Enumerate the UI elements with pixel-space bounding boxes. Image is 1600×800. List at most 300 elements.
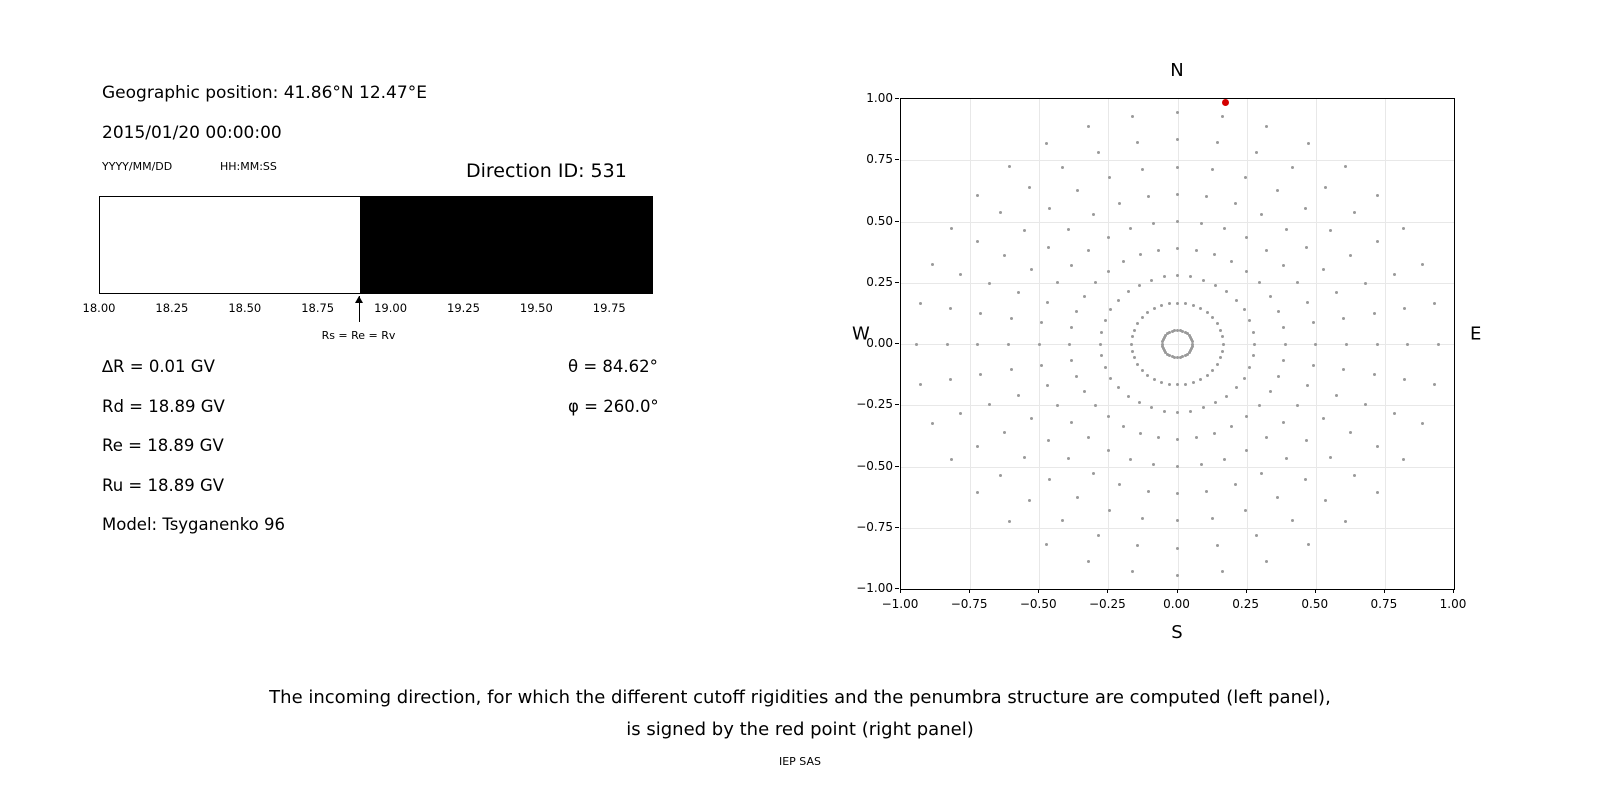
direction-point [976,491,979,494]
direction-point [1141,369,1144,372]
direction-point [919,383,922,386]
direction-point [1376,194,1379,197]
direction-point [1200,222,1203,225]
direction-point [1176,411,1179,414]
direction-point [1118,202,1121,205]
direction-point [1122,425,1125,428]
direction-point [1094,404,1097,407]
direction-point [1176,438,1179,441]
sky-x-tick-mark [1177,589,1178,593]
direction-point [1131,335,1134,338]
direction-point [1305,439,1308,442]
direction-point [1141,517,1144,520]
direction-point [1023,456,1026,459]
axis-label-west: W [852,323,870,345]
direction-point [1017,394,1020,397]
direction-point [1192,304,1195,307]
direction-point [1335,394,1338,397]
direction-point [1403,307,1406,310]
direction-point [1061,166,1064,169]
direction-point [1235,299,1238,302]
direction-point [1070,326,1073,329]
sky-x-tick-label: 0.25 [1232,597,1259,611]
direction-point [1202,279,1205,282]
direction-point [1138,284,1141,287]
direction-point [1243,377,1246,380]
sky-x-tick-mark [969,589,970,593]
direction-point [1306,301,1309,304]
direction-point [931,263,934,266]
direction-point [1245,236,1248,239]
direction-point [1008,165,1011,168]
sky-y-tick-mark [895,588,899,589]
direction-point [1291,519,1294,522]
sky-x-tick-label: −0.50 [1019,597,1057,611]
direction-point [1235,386,1238,389]
direction-point [1195,436,1198,439]
direction-point [1047,439,1050,442]
footer-label: IEP SAS [778,755,822,768]
direction-point [1216,544,1219,547]
penumbra-x-tick-label: 18.75 [301,301,335,315]
direction-point [1136,141,1139,144]
direction-point [1010,368,1013,371]
direction-point [1176,465,1179,468]
direction-point [1189,275,1192,278]
direction-point [1342,368,1345,371]
direction-point [1277,310,1280,313]
penumbra-chart [99,196,655,296]
direction-point [1225,395,1228,398]
sky-x-tick-mark [1315,589,1316,593]
direction-point [1255,151,1258,154]
direction-point [1282,421,1285,424]
direction-point [1403,378,1406,381]
direction-point [1067,457,1070,460]
sky-map-plot [900,98,1455,590]
sky-y-tick-label: 0.00 [866,336,893,350]
direction-point [1329,456,1332,459]
direction-point [1181,355,1184,358]
direction-point [1342,317,1345,320]
direction-point [1109,308,1112,311]
direction-point [1176,519,1179,522]
direction-point [1146,311,1149,314]
geographic-position-label: Geographic position: 41.86°N 12.47°E [102,83,427,103]
direction-point [959,273,962,276]
direction-point [1104,366,1107,369]
direction-point [1133,329,1136,332]
direction-point [1252,331,1255,334]
sky-y-tick-label: 0.75 [866,152,893,167]
direction-point [1433,302,1436,305]
direction-point [1345,343,1348,346]
direction-point [1376,343,1379,346]
direction-point [1230,260,1233,263]
direction-point [1136,322,1139,325]
direction-point [949,307,952,310]
direction-point [1141,316,1144,319]
direction-point [1176,193,1179,196]
direction-point [1176,247,1179,250]
direction-point [946,343,949,346]
cutoff-values-right [568,352,659,431]
direction-point [1307,142,1310,145]
value-ru: Ru = 18.89 GV [102,475,225,495]
direction-point [1214,284,1217,287]
direction-point [1061,519,1064,522]
direction-point [1163,410,1166,413]
sky-y-tick-mark [895,466,899,467]
direction-point [1199,307,1202,310]
direction-point [1045,543,1048,546]
direction-point [1306,384,1309,387]
direction-point [1282,326,1285,329]
direction-point [976,240,979,243]
direction-point [1353,474,1356,477]
direction-point [1184,302,1187,305]
direction-point [1312,364,1315,367]
sky-x-tick-mark [1038,589,1039,593]
direction-point [1176,220,1179,223]
direction-point [1230,425,1233,428]
direction-point [1075,375,1078,378]
direction-point [1129,227,1132,230]
direction-point [1234,483,1237,486]
direction-point [1221,350,1224,353]
direction-point [1216,322,1219,325]
direction-point [1213,432,1216,435]
caption-line-2: is signed by the red point (right panel) [626,719,974,740]
direction-point [1040,321,1043,324]
direction-point [988,282,991,285]
right-panel [830,60,1530,660]
direction-point [1402,227,1405,230]
direction-point [1406,343,1409,346]
grid-line-horizontal [901,283,1454,284]
direction-point [1092,213,1095,216]
direction-point [1211,369,1214,372]
direction-point [1296,281,1299,284]
direction-point [1225,290,1228,293]
axis-label-north: N [1170,60,1184,81]
direction-point [1216,363,1219,366]
direction-point [1067,228,1070,231]
direction-point [1070,264,1073,267]
direction-point [1195,249,1198,252]
direction-point [1087,436,1090,439]
penumbra-band [360,197,654,293]
direction-point [1258,281,1261,284]
sky-y-tick-mark [895,343,899,344]
direction-point [1107,270,1110,273]
direction-point [1364,282,1367,285]
direction-point [1087,249,1090,252]
direction-point [1070,421,1073,424]
direction-point [1153,307,1156,310]
direction-point [999,474,1002,477]
direction-point [979,312,982,315]
direction-point [1248,366,1251,369]
axis-label-south: S [1171,622,1183,643]
direction-point [999,211,1002,214]
direction-point [1139,253,1142,256]
direction-point [1136,363,1139,366]
direction-point [1433,383,1436,386]
direction-point [1243,308,1246,311]
direction-point [1221,115,1224,118]
value-theta: θ = 84.62° [568,357,658,376]
direction-point [1376,240,1379,243]
direction-point [1179,356,1182,359]
direction-point [1373,373,1376,376]
direction-point [1176,274,1179,277]
direction-point [1023,229,1026,232]
direction-point [1010,317,1013,320]
direction-point [1260,213,1263,216]
direction-point [1314,343,1317,346]
sky-y-tick-label: −0.75 [856,519,893,534]
direction-point [1131,350,1134,353]
direction-point [1129,458,1132,461]
grid-line-horizontal [901,405,1454,406]
direction-point [1003,254,1006,257]
sky-x-tick-label: 0.00 [1163,597,1190,611]
direction-point [1083,390,1086,393]
grid-line-horizontal [901,344,1454,345]
direction-point [1276,496,1279,499]
direction-point [1045,142,1048,145]
direction-point [1219,356,1222,359]
direction-point [1206,374,1209,377]
direction-point [976,445,979,448]
direction-point [1118,483,1121,486]
direction-point [1160,304,1163,307]
cutoff-values-left [102,352,285,550]
direction-point [1393,273,1396,276]
direction-point [1147,195,1150,198]
sky-y-tick-label: 0.50 [866,213,893,228]
left-panel [0,0,760,620]
direction-point [1008,520,1011,523]
direction-point [1282,359,1285,362]
direction-point [1282,264,1285,267]
direction-point [1157,436,1160,439]
direction-point [1076,189,1079,192]
sky-y-tick-mark [895,404,899,405]
sky-y-tick-mark [895,527,899,528]
direction-point [1284,343,1287,346]
sky-y-tick-mark [895,159,899,160]
value-rd: Rd = 18.89 GV [102,396,225,416]
sky-x-tick-mark [1246,589,1247,593]
direction-point [1189,410,1192,413]
sky-x-tick-mark [1453,589,1454,593]
value-re: Re = 18.89 GV [102,436,224,455]
direction-point [1040,364,1043,367]
direction-point [1285,228,1288,231]
direction-point [950,458,953,461]
direction-point [1192,381,1195,384]
direction-point [1312,321,1315,324]
sky-x-tick-mark [900,589,901,593]
direction-point [1076,496,1079,499]
direction-point [1223,227,1226,230]
selected-direction-point[interactable] [1222,99,1229,106]
direction-point [1150,279,1153,282]
sky-y-tick-label: 1.00 [866,91,893,105]
direction-point [1168,302,1171,305]
direction-point [1234,202,1237,205]
sky-y-tick-label: −0.25 [856,397,893,412]
direction-point [976,343,979,346]
direction-point [1184,383,1187,386]
direction-point [1376,445,1379,448]
penumbra-marker-arrow-icon [355,296,363,303]
direction-point [1176,574,1179,577]
direction-point [1007,343,1010,346]
direction-point [1048,207,1051,210]
direction-point [1214,401,1217,404]
direction-point [1176,166,1179,169]
sky-x-tick-label: −0.25 [1088,597,1126,611]
direction-point [1322,417,1325,420]
direction-point [1216,141,1219,144]
direction-point [1245,449,1248,452]
direction-point [1056,404,1059,407]
sky-y-tick-mark [895,282,899,283]
axis-label-east: E [1470,323,1482,345]
direction-point [959,412,962,415]
direction-point [1127,290,1130,293]
direction-point [979,373,982,376]
direction-point [1307,543,1310,546]
penumbra-x-tick-label: 18.25 [155,301,189,315]
direction-point [1046,301,1049,304]
datetime-label: 2015/01/20 00:00:00 [102,123,282,143]
direction-point [1094,281,1097,284]
direction-point [1335,291,1338,294]
direction-point [1028,499,1031,502]
direction-point [1108,176,1111,179]
direction-point [1153,378,1156,381]
direction-point [1277,375,1280,378]
direction-point [1344,165,1347,168]
direction-point [1305,246,1308,249]
sky-x-tick-label: 0.75 [1370,597,1398,611]
direction-point [1107,236,1110,239]
direction-point [1222,343,1225,346]
direction-point [1109,377,1112,380]
direction-point [1176,111,1179,114]
direction-point [1349,254,1352,257]
direction-point [949,378,952,381]
direction-point [1304,207,1307,210]
direction-point [1070,359,1073,362]
direction-point [1248,319,1251,322]
direction-point [1127,395,1130,398]
direction-point [1108,509,1111,512]
direction-point [1202,406,1205,409]
direction-point [1139,432,1142,435]
direction-point [1099,343,1102,346]
direction-point [1107,449,1110,452]
direction-point [1376,491,1379,494]
direction-point [1176,547,1179,550]
direction-point [1176,302,1179,305]
direction-point [1176,383,1179,386]
direction-point [976,194,979,197]
direction-point [931,422,934,425]
direction-point [1150,406,1153,409]
direction-point [1219,329,1222,332]
direction-point [1269,390,1272,393]
direction-point [1028,186,1031,189]
direction-point [1097,534,1100,537]
date-format-hint: YYYY/MM/DD [102,160,173,173]
direction-point [1163,275,1166,278]
direction-point [1265,436,1268,439]
penumbra-x-tick-label: 18.00 [82,301,116,315]
direction-point [950,227,953,230]
sky-x-tick-label: −0.75 [950,597,988,611]
direction-point [1030,417,1033,420]
direction-point [1221,570,1224,573]
direction-point [1402,458,1405,461]
direction-point [1253,343,1256,346]
direction-point [1092,472,1095,475]
direction-point [1304,478,1307,481]
direction-point [1146,374,1149,377]
direction-point [1046,384,1049,387]
direction-point [1265,249,1268,252]
direction-point [1131,115,1134,118]
direction-point [1122,260,1125,263]
direction-point [1168,383,1171,386]
direction-point [1265,560,1268,563]
sky-x-tick-mark [1384,589,1385,593]
grid-line-horizontal [901,528,1454,529]
sky-y-tick-label: −1.00 [856,581,893,595]
direction-point [1147,490,1150,493]
direction-point [1291,166,1294,169]
direction-point [1364,403,1367,406]
time-format-hint: HH:MM:SS [220,160,277,173]
direction-point [1421,422,1424,425]
penumbra-x-tick-label: 19.50 [519,301,553,315]
direction-point [1437,343,1440,346]
direction-point [1047,246,1050,249]
sky-y-tick-label: −0.50 [856,458,893,473]
direction-point [1176,492,1179,495]
direction-point [1211,517,1214,520]
direction-point [1030,268,1033,271]
direction-point [1421,263,1424,266]
figure-caption [0,682,1600,746]
direction-point [1100,354,1103,357]
value-model: Model: Tsyganenko 96 [102,515,286,534]
direction-point [1152,222,1155,225]
direction-point [1205,490,1208,493]
direction-point [1017,291,1020,294]
direction-point [1252,354,1255,357]
sky-x-tick-mark [1107,589,1108,593]
penumbra-bar [99,196,653,294]
direction-point [1285,457,1288,460]
direction-point [1138,401,1141,404]
sky-y-tick-mark [895,221,899,222]
direction-point [1213,253,1216,256]
